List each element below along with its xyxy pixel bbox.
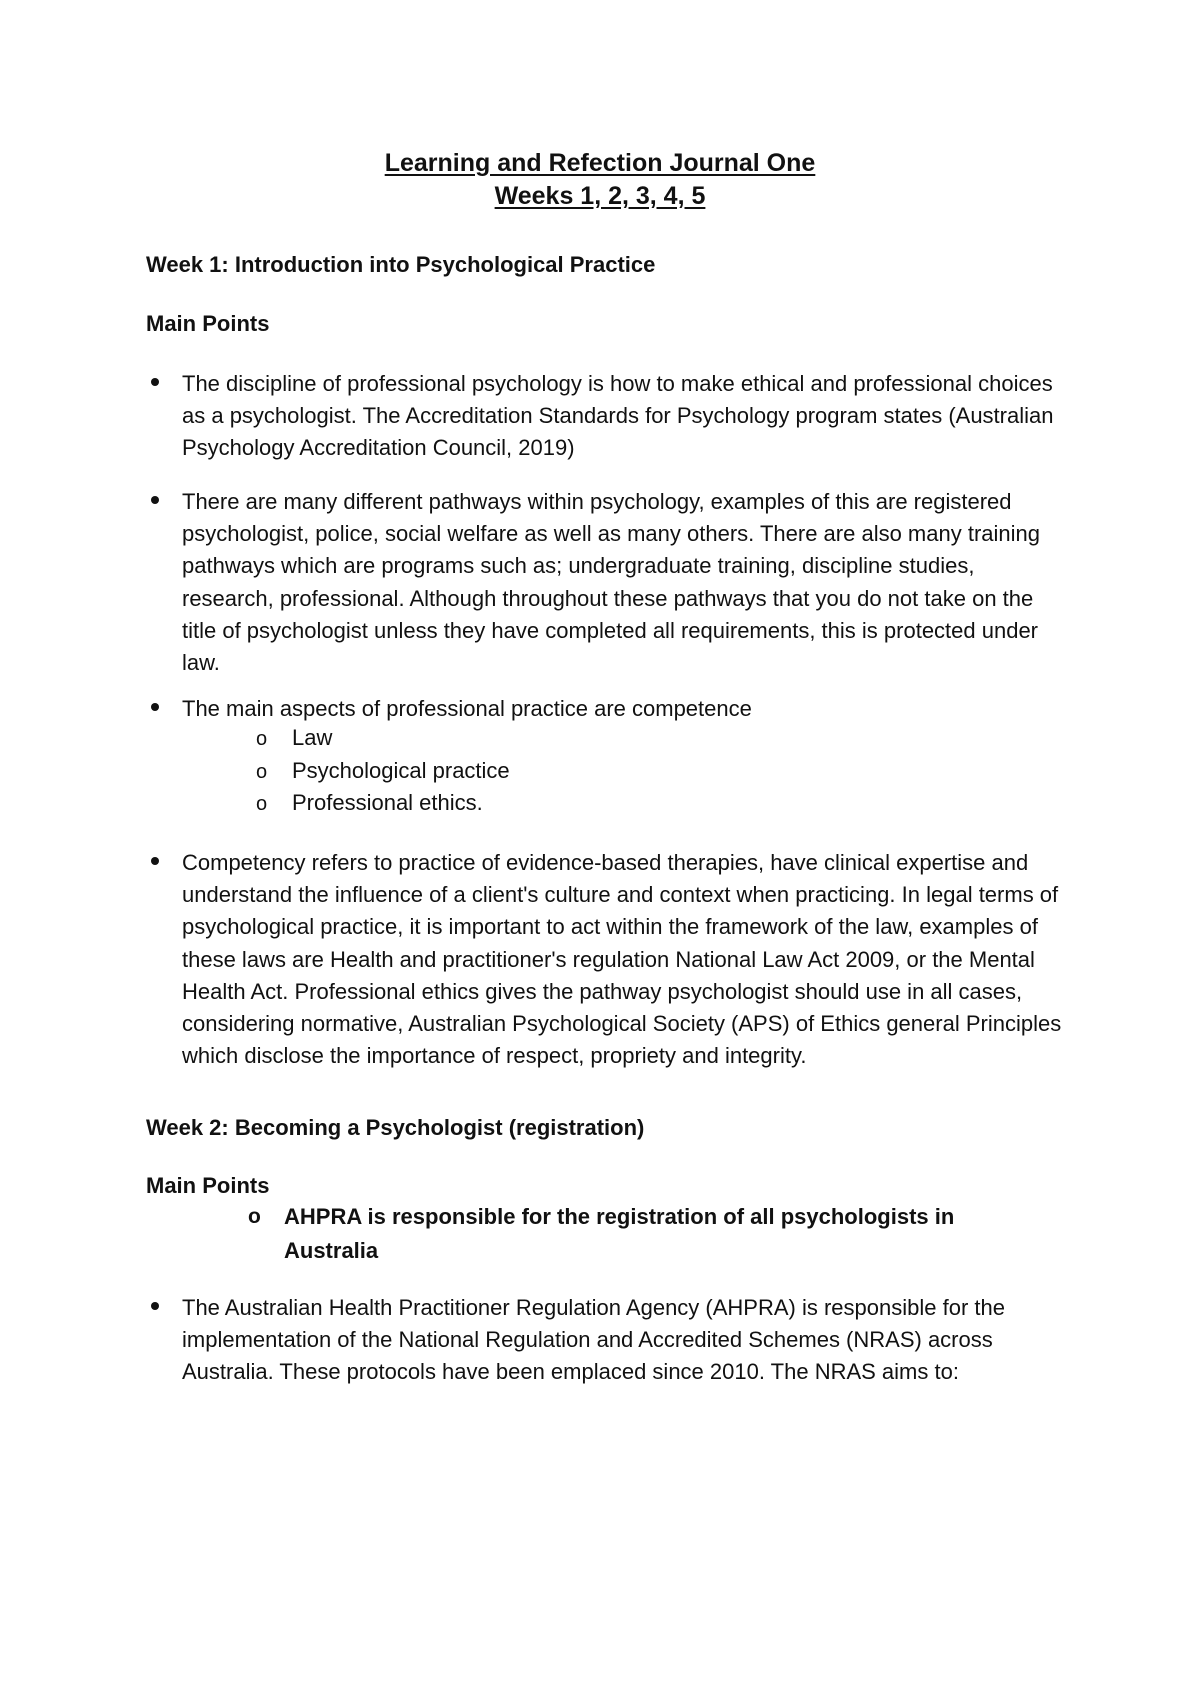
week1-bullet-2 <box>146 486 1066 679</box>
week1-bullet-1 <box>146 368 1066 465</box>
week1-heading: Week 1: Introduction into Psychological Practice <box>146 252 656 277</box>
week1-main-points-label: Main Points <box>146 311 270 336</box>
bullet-icon <box>151 496 159 504</box>
sub-bullet-icon: o <box>256 728 268 750</box>
bullet-icon <box>151 703 159 711</box>
sub-bullet-icon: o <box>256 761 268 783</box>
week2-heading: Week 2: Becoming a Psychologist (registration) <box>146 1115 645 1140</box>
bullet-text: The discipline of professional psychology is how to make ethical and professional choices as a psychologist. The Accreditation Standards for Psychology program states (Australian Psychology Accreditation Council, 2019) <box>182 371 1054 461</box>
bullet-icon <box>151 378 159 386</box>
bullet-icon <box>151 857 159 865</box>
sub-bullet-icon: o <box>256 793 268 815</box>
bullet-text: The Australian Health Practitioner Regulation Agency (AHPRA) is responsible for the implementation of the National Regulation and Accredited Schemes (NRAS) across Australia. These protocols have been emplaced since 2010. The NRAS aims to: <box>182 1295 1005 1385</box>
week1-sub-item-law <box>256 722 332 755</box>
week1-bullet-3 <box>146 693 1066 725</box>
bullet-text: There are many different pathways within psychology, examples of this are registered psychologist, police, social welfare as well as many others. There are also many training pathways which are programs such as; undergraduate training, discipline studies, research, professional. Although throughout these pathways that you do not take on the title of psychologist unless they have completed all requirements, this is protected under law. <box>182 489 1040 676</box>
week2-bullet-1 <box>146 1292 1066 1389</box>
week1-sub-item-ethics <box>256 787 483 820</box>
sub-item-text: AHPRA is responsible for the registration of all psychologists in Australia <box>284 1204 955 1263</box>
bullet-icon <box>151 1302 159 1310</box>
sub-item-text: Professional ethics. <box>292 790 483 815</box>
bullet-text: Competency refers to practice of evidence-based therapies, have clinical expertise and understand the influence of a client's culture and context when practicing. In legal terms of psychological practice, it is important to act within the framework of the law, examples of these laws are Health and practitioner's regulation National Law Act 2009, or the Mental Health Act. Professional ethics gives the pathway psychologist should use in all cases, considering normative, Australian Psychological Society (APS) of Ethics general Principles which disclose the importance of respect, propriety and integrity. <box>182 850 1062 1069</box>
sub-item-text: Law <box>292 725 333 750</box>
document-subtitle: Weeks 1, 2, 3, 4, 5 <box>494 182 706 210</box>
document-title: Learning and Refection Journal One <box>384 149 816 177</box>
sub-bullet-icon: o <box>248 1205 261 1228</box>
week2-bold-sub-item <box>248 1200 1048 1268</box>
bullet-text: The main aspects of professional practice are competence <box>182 696 752 721</box>
week1-bullet-4 <box>146 847 1066 1072</box>
sub-item-text: Psychological practice <box>292 758 510 783</box>
week1-sub-item-practice <box>256 755 510 788</box>
week2-main-points-label: Main Points <box>146 1173 270 1198</box>
